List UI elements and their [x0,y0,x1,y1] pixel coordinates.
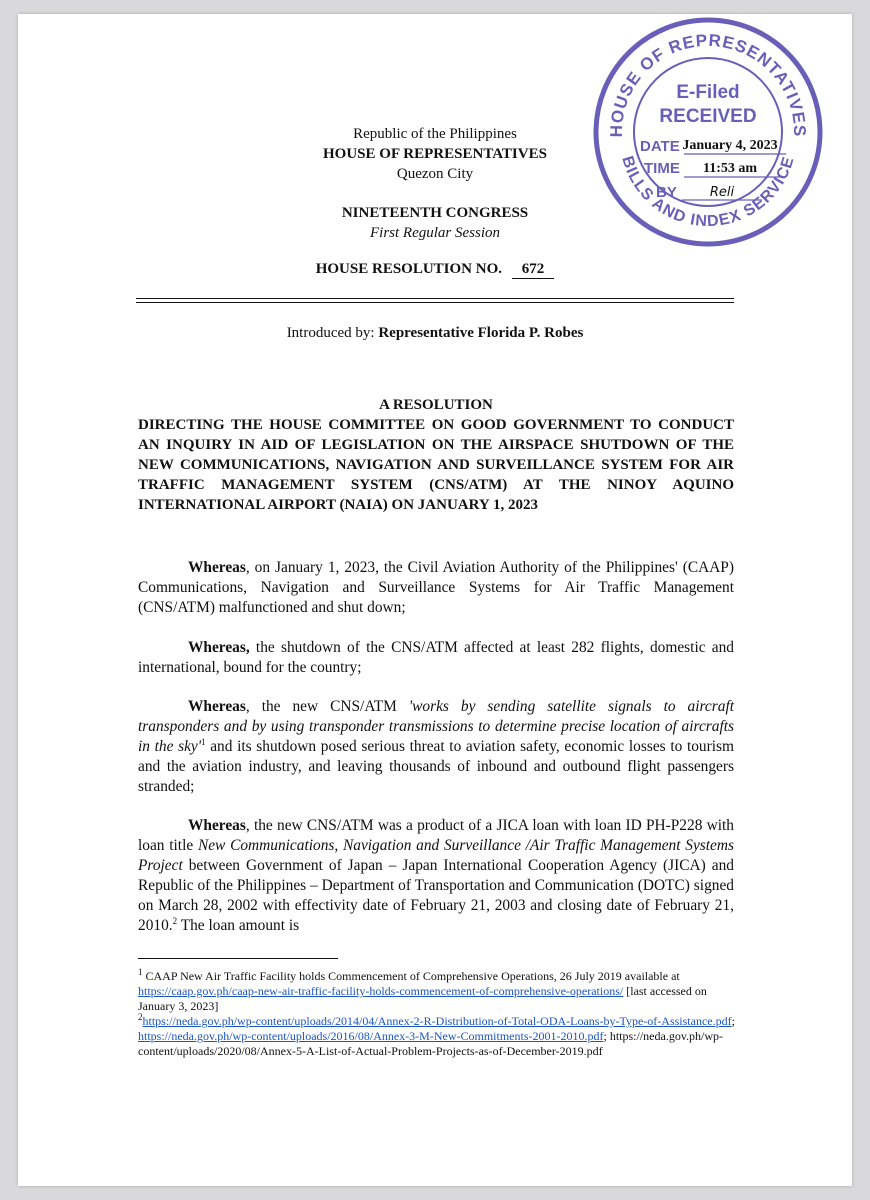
resolution-label: HOUSE RESOLUTION NO. [315,261,503,277]
house-line: HOUSE OF REPRESENTATIVES [323,146,547,162]
paragraph-text: the shutdown of the CNS/ATM affected at least 282 flights, domestic and international, bound for the country; [138,639,734,676]
paragraph-text: The loan amount is [177,917,300,934]
footnote-ref-1[interactable]: 1 [201,736,206,747]
footnote-number: 2 [138,1012,143,1022]
quoted-text: 'works by sending satellite signals to aircraft transponders and by using transponder transmissions to determine precise location of aircrafts in the sky' [138,698,734,755]
footnote-1 [138,969,738,1014]
stamp-ring-top-text: HOUSE OF REPRESENTATIVES [606,30,810,138]
paragraph-text: between Government of Japan – Japan International Cooperation Agency (JICA) and Republic of the Philippines – Department of Transportation and Communication (DOTC) signed on March 28, 2002 with effectivity date of February 21, 2003 and closing date of February 21, 2010. [138,857,734,934]
stamp-outer-ring [596,20,820,244]
whereas-paragraph-1 [138,558,734,618]
resolution-title-text: DIRECTING THE HOUSE COMMITTEE ON GOOD GOVERNMENT TO CONDUCT AN INQUIRY IN AID OF LEGISLATION ON THE AIRSPACE SHUTDOWN OF THE NEW COMMUNICATIONS, NAVIGATION AND SURVEILLANCE SYSTEM FOR AIR TRAFFIC MANAGEMENT SYSTEM (CNS/ATM) AT THE NINOY AQUINO INTERNATIONAL AIRPORT (NAIA) ON JANUARY 1, 2023 [138,417,734,513]
whereas-paragraph-3 [138,697,734,797]
footnote-number: 1 [138,967,143,977]
whereas-lead: Whereas, [188,639,250,656]
whereas-lead: Whereas [188,559,246,576]
footnote-link[interactable]: https://neda.gov.ph/wp-content/uploads/2014/04/Annex-2-R-Distribution-of-Total-ODA-Loans-by-Type-of-Assistance.pdf [142,1014,732,1028]
congress-line: NINETEENTH CONGRESS [341,205,529,221]
resolution-title [138,395,734,515]
footnote-link[interactable]: https://caap.gov.ph/caap-new-air-traffic-facility-holds-commencement-of-comprehensive-operations/ [138,984,624,998]
stamp-signature: Reli [709,185,735,200]
footnote-text: ; [731,1014,735,1028]
stamp-date-value: January 4, 2023 [682,138,778,153]
paragraph-text: , the new CNS/ATM was a product of a JICA loan with loan ID PH-P228 with loan title [138,817,734,854]
received-stamp [590,14,826,250]
footnote-ref-2[interactable]: 2 [172,915,178,926]
session-line: First Regular Session [370,225,500,241]
whereas-lead: Whereas [188,698,246,715]
introduced-label: Introduced by: [286,325,375,341]
footnote-divider [138,958,338,959]
stamp-time-value: 11:53 am [702,161,758,176]
whereas-paragraph-4 [138,816,734,936]
paragraph-text: and its shutdown posed serious threat to aviation safety, economic losses to tourism and the aviation industry, and leaving thousands of inbound and outbound flight passengers stranded; [138,738,734,795]
footnotes [138,969,738,1059]
document-page [18,14,852,1186]
footnote-text: CAAP New Air Traffic Facility holds Commencement of Comprehensive Operations, 26 July 2019 available at [142,969,680,983]
stamp-by-label: BY [656,184,677,201]
project-title: New Communications, Navigation and Surveillance /Air Traffic Management Systems Project [138,837,734,874]
footnote-2 [138,1014,738,1059]
footnote-link[interactable]: https://neda.gov.ph/wp-content/uploads/2016/08/Annex-3-M-New-Commitments-2001-2010.pdf [138,1029,604,1043]
resolution-number: 672 [512,260,555,279]
introduced-author: Representative Florida P. Robes [378,325,584,341]
stamp-received: RECEIVED [659,106,757,127]
stamp-efiled: E-Filed [676,82,740,103]
divider-top [136,298,734,299]
paragraph-text: , on January 1, 2023, the Civil Aviation Authority of the Philippines' (CAAP) Communications, Navigation and Surveillance Systems for Air Traffic Management (CNS/ATM) malfunctioned and shut down; [138,559,734,616]
city-line: Quezon City [396,166,474,182]
footnote-text: ; https://neda.gov.ph/wp-content/uploads/2020/08/Annex-5-A-List-of-Actual-Problem-Projects-as-of-December-2019.pdf [138,1029,724,1058]
footnote-text: [last accessed on January 3, 2023] [138,984,707,1013]
republic-line: Republic of the Philippines [353,126,517,142]
stamp-ring-bottom-text: BILLS AND INDEX SERVICE [618,154,798,231]
resolution-kind: A RESOLUTION [379,397,493,413]
paragraph-text: , the new CNS/ATM [245,698,409,715]
divider-bottom [136,302,734,303]
stamp-date-label: DATE [640,138,680,155]
whereas-lead: Whereas [188,817,246,834]
introduced-by [18,325,852,342]
whereas-paragraph-2 [138,638,734,678]
stamp-time-label: TIME [644,160,680,177]
resolution-number-line [18,260,852,279]
